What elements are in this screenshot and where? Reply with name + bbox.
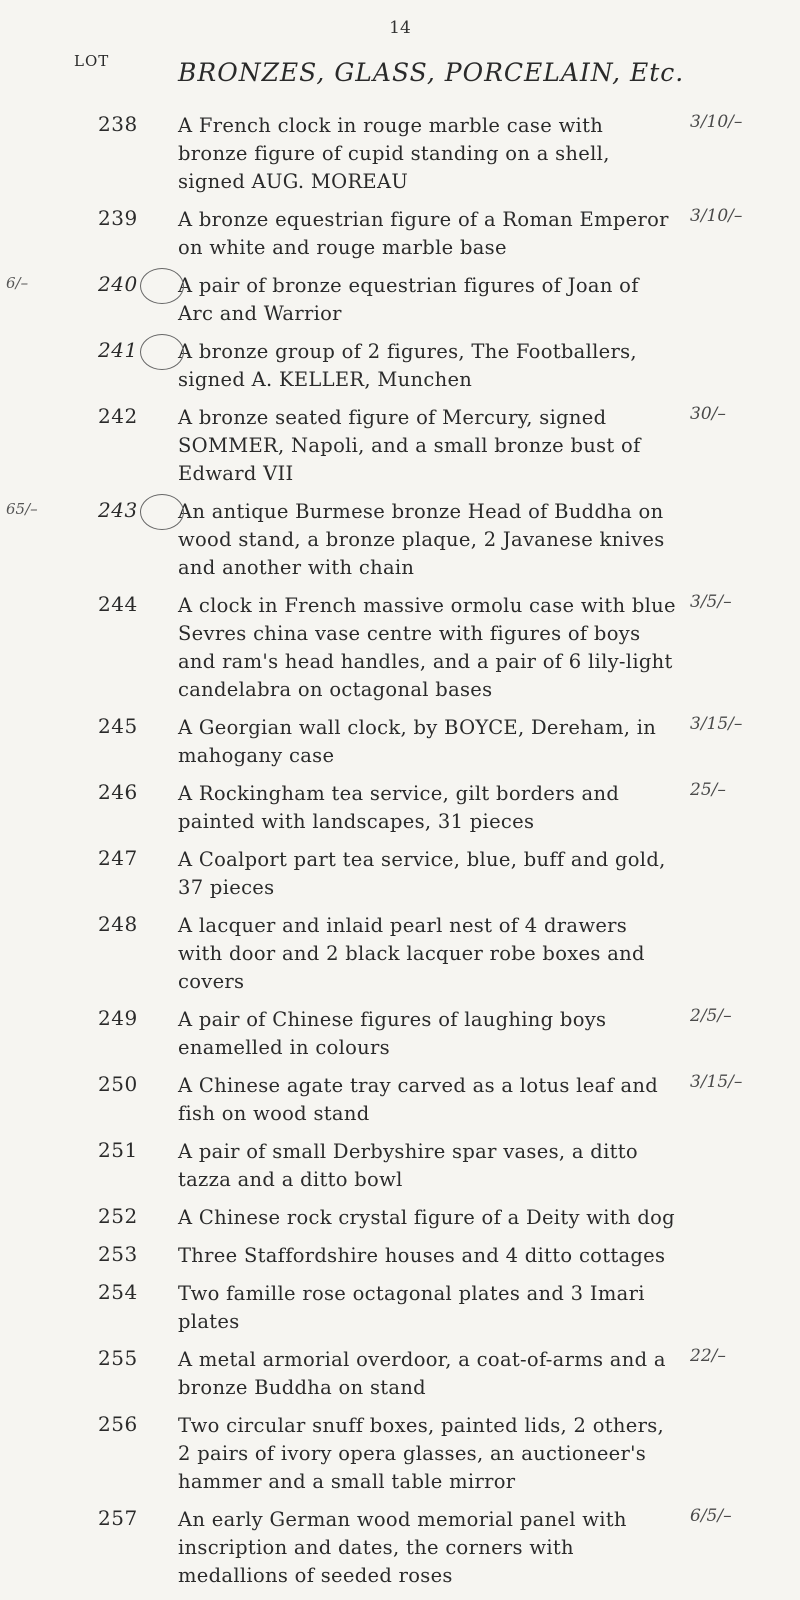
lot-number: 256	[98, 1412, 138, 1436]
handwritten-price: 2/5/–	[690, 1006, 732, 1026]
lot-number: 252	[98, 1204, 138, 1228]
handwritten-price: 3/10/–	[690, 206, 743, 226]
lot-entry	[0, 338, 800, 394]
lot-entry	[0, 592, 800, 704]
lot-description: Three Staffordshire houses and 4 ditto cottages	[178, 1244, 666, 1267]
lot-number: 248	[98, 912, 138, 936]
lot-description: A French clock in rouge marble case with bronze figure of cupid standing on a shell, signed AUG. MOREAU	[178, 114, 610, 193]
lot-column-header: LOT	[74, 52, 110, 70]
lot-description: A bronze group of 2 figures, The Footballers, signed A. KELLER, Munchen	[178, 340, 637, 391]
lot-description: A clock in French massive ormolu case with blue Sevres china vase centre with figures of boys and ram's head handles, and a pair of 6 lily-light candelabra on octagonal bases	[178, 594, 676, 701]
lot-description: A bronze seated figure of Mercury, signed SOMMER, Napoli, and a small bronze bust of Edward VII	[178, 406, 641, 485]
handwritten-price: 22/–	[690, 1346, 726, 1366]
handwritten-price: 3/5/–	[690, 592, 732, 612]
margin-annotation: 6/–	[6, 274, 29, 292]
lot-entry	[0, 1346, 800, 1402]
lot-number: 240	[98, 272, 138, 296]
lot-entry	[0, 1138, 800, 1194]
lot-number: 253	[98, 1242, 138, 1266]
lot-entry	[0, 498, 800, 582]
lot-description: A Chinese agate tray carved as a lotus leaf and fish on wood stand	[178, 1074, 659, 1125]
lot-entry	[0, 206, 800, 262]
lot-number: 254	[98, 1280, 138, 1304]
lot-number: 251	[98, 1138, 138, 1162]
lot-list	[0, 112, 800, 1600]
lot-description: A pair of Chinese figures of laughing boys enamelled in colours	[178, 1008, 607, 1059]
lot-number: 242	[98, 404, 138, 428]
lot-description: A Coalport part tea service, blue, buff and gold, 37 pieces	[178, 848, 666, 899]
lot-description: An early German wood memorial panel with inscription and dates, the corners with medallions of seeded roses	[178, 1508, 627, 1587]
handwritten-circle-mark	[140, 494, 184, 530]
lot-description: A Rockingham tea service, gilt borders and painted with landscapes, 31 pieces	[178, 782, 620, 833]
handwritten-price: 3/10/–	[690, 112, 743, 132]
handwritten-price: 3/15/–	[690, 1072, 743, 1092]
lot-number: 250	[98, 1072, 138, 1096]
lot-number: 246	[98, 780, 138, 804]
catalogue-section-title: BRONZES, GLASS, PORCELAIN, Etc.	[178, 58, 685, 87]
lot-entry	[0, 1412, 800, 1496]
lot-number: 247	[98, 846, 138, 870]
lot-description: A Georgian wall clock, by BOYCE, Dereham, in mahogany case	[178, 716, 657, 767]
lot-entry	[0, 1204, 800, 1232]
lot-number: 255	[98, 1346, 138, 1370]
lot-entry	[0, 1006, 800, 1062]
lot-description: A bronze equestrian figure of a Roman Emperor on white and rouge marble base	[178, 208, 669, 259]
lot-entry	[0, 1280, 800, 1336]
lot-entry	[0, 780, 800, 836]
lot-description: A Chinese rock crystal figure of a Deity with dog	[178, 1206, 675, 1229]
handwritten-circle-mark	[140, 334, 184, 370]
handwritten-price: 3/15/–	[690, 714, 743, 734]
lot-entry	[0, 272, 800, 328]
lot-number: 257	[98, 1506, 138, 1530]
lot-entry	[0, 912, 800, 996]
lot-number: 249	[98, 1006, 138, 1030]
lot-entry	[0, 1072, 800, 1128]
handwritten-price: 25/–	[690, 780, 726, 800]
page-number: 14	[389, 18, 411, 38]
handwritten-price: 6/5/–	[690, 1506, 732, 1526]
lot-entry	[0, 112, 800, 196]
lot-description: A pair of small Derbyshire spar vases, a ditto tazza and a ditto bowl	[178, 1140, 638, 1191]
lot-description: A pair of bronze equestrian figures of Joan of Arc and Warrior	[178, 274, 639, 325]
lot-entry	[0, 1242, 800, 1270]
margin-annotation: 65/–	[6, 500, 38, 518]
lot-description: Two circular snuff boxes, painted lids, 2 others, 2 pairs of ivory opera glasses, an auctioneer's hammer and a small table mirror	[178, 1414, 665, 1493]
lot-description: An antique Burmese bronze Head of Buddha on wood stand, a bronze plaque, 2 Javanese knives and another with chain	[178, 500, 665, 579]
lot-description: Two famille rose octagonal plates and 3 Imari plates	[178, 1282, 645, 1333]
lot-number: 239	[98, 206, 138, 230]
lot-number: 244	[98, 592, 138, 616]
lot-entry	[0, 1506, 800, 1590]
lot-entry	[0, 714, 800, 770]
handwritten-circle-mark	[140, 268, 184, 304]
lot-number: 238	[98, 112, 138, 136]
lot-description: A metal armorial overdoor, a coat-of-arms and a bronze Buddha on stand	[178, 1348, 666, 1399]
lot-description: A lacquer and inlaid pearl nest of 4 drawers with door and 2 black lacquer robe boxes and covers	[178, 914, 645, 993]
lot-number: 241	[98, 338, 138, 362]
lot-entry	[0, 846, 800, 902]
handwritten-price: 30/–	[690, 404, 726, 424]
lot-number: 245	[98, 714, 138, 738]
lot-entry	[0, 404, 800, 488]
lot-number: 243	[98, 498, 138, 522]
